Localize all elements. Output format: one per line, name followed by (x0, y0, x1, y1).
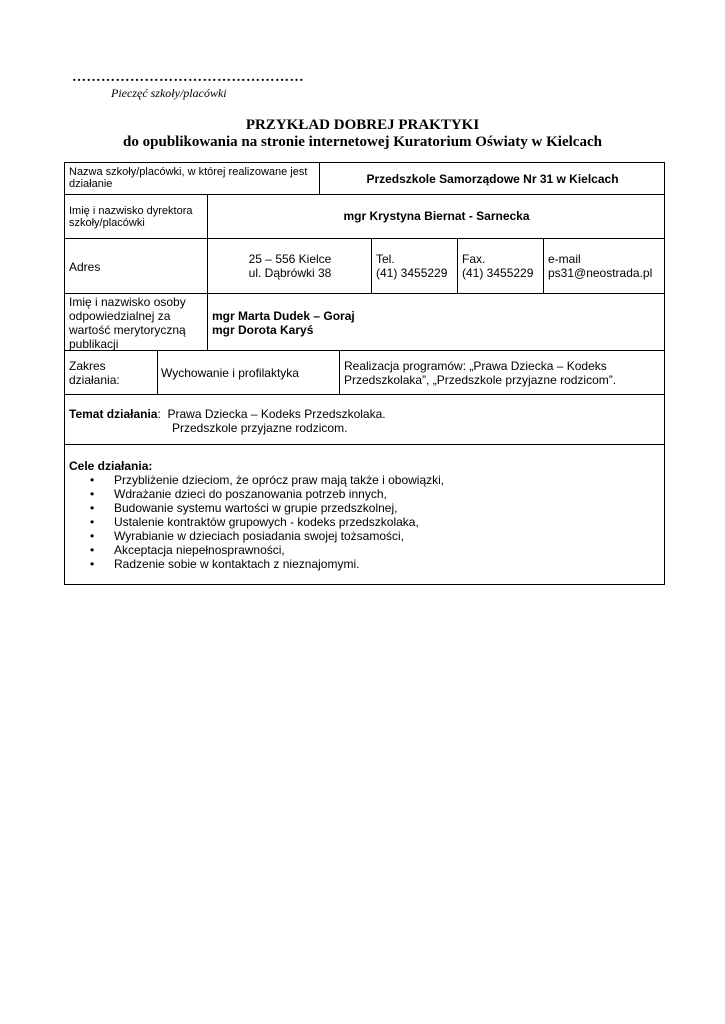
fax-value: (41) 3455229 (462, 266, 534, 280)
school-name-label: Nazwa szkoły/placówki, w której realizowane jest działanie (69, 166, 308, 190)
goals-list-wrapper (90, 473, 650, 571)
column-divider (319, 163, 320, 194)
document-subtitle: do opublikowania na stronie internetowej Kuratorium Oświaty w Kielcach (123, 134, 602, 150)
goals-label: Cele działania: (69, 459, 153, 473)
column-divider (457, 238, 458, 293)
director-value: mgr Krystyna Biernat - Sarnecka (343, 209, 530, 223)
topic-line-1: Prawa Dziecka – Kodeks Przedszkolaka. (167, 407, 386, 421)
stamp-dotted-line: ………………………………………… (72, 70, 304, 85)
goal-item: • Budowanie systemu wartości w grupie przedszkolnej, (90, 501, 650, 515)
row-divider (65, 293, 664, 294)
topic-block (69, 407, 659, 421)
goal-item: • Radzenie sobie w kontaktach z nieznajomymi. (90, 557, 650, 571)
document-title: PRZYKŁAD DOBREJ PRAKTYKI (245, 117, 480, 133)
column-divider (339, 350, 340, 394)
column-divider (371, 238, 372, 293)
responsible-label: Imię i nazwisko osoby odpowiedzialnej za wartość merytoryczną publikacji (69, 295, 186, 351)
director-label: Imię i nazwisko dyrektora szkoły/placówki (69, 205, 193, 229)
address-label: Adres (69, 260, 101, 274)
topic-label: Temat działania (69, 407, 158, 421)
email-label: e-mail (548, 252, 581, 266)
address-line1: 25 – 556 Kielce (248, 252, 332, 266)
column-divider (207, 194, 208, 350)
responsible-person-2: mgr Dorota Karyś (212, 323, 314, 337)
stamp-label: Pieczęć szkoły/placówki (111, 86, 227, 100)
tel-value: (41) 3455229 (376, 266, 448, 280)
tel-label: Tel. (376, 252, 395, 266)
goal-item: • Przybliżenie dzieciom, że oprócz praw mają także i obowiązki, (90, 473, 650, 487)
row-divider (65, 394, 664, 395)
email-value[interactable]: ps31@neostrada.pl (548, 266, 653, 280)
goal-item: • Ustalenie kontraktów grupowych - kodeks przedszkolaka, (90, 515, 650, 529)
school-name-value: Przedszkole Samorządowe Nr 31 w Kielcach (366, 172, 619, 186)
goal-item: • Akceptacja niepełnosprawności, (90, 543, 650, 557)
fax-label: Fax. (462, 252, 486, 266)
column-divider (157, 350, 158, 394)
column-divider (543, 238, 544, 293)
row-divider (65, 194, 664, 195)
topic-colon: : (157, 407, 168, 421)
scope-label: Zakres działania: (69, 359, 120, 387)
goal-item: • Wdrażanie dzieci do poszanowania potrzeb innych, (90, 487, 650, 501)
info-table (64, 162, 665, 585)
scope-value: Wychowanie i profilaktyka (161, 366, 299, 380)
goals-list (90, 473, 650, 571)
row-divider (65, 444, 664, 445)
scope-programs: Realizacja programów: „Prawa Dziecka – Kodeks Przedszkolaka”, „Przedszkole przyjazne rodzicom”. (344, 359, 617, 387)
address-line2: ul. Dąbrówki 38 (248, 266, 332, 280)
row-divider (65, 238, 664, 239)
goal-item: • Wyrabianie w dzieciach posiadania swojej tożsamości, (90, 529, 650, 543)
responsible-person-1: mgr Marta Dudek – Goraj (212, 309, 355, 323)
topic-line-2: Przedszkole przyjazne rodzicom. (172, 421, 348, 435)
